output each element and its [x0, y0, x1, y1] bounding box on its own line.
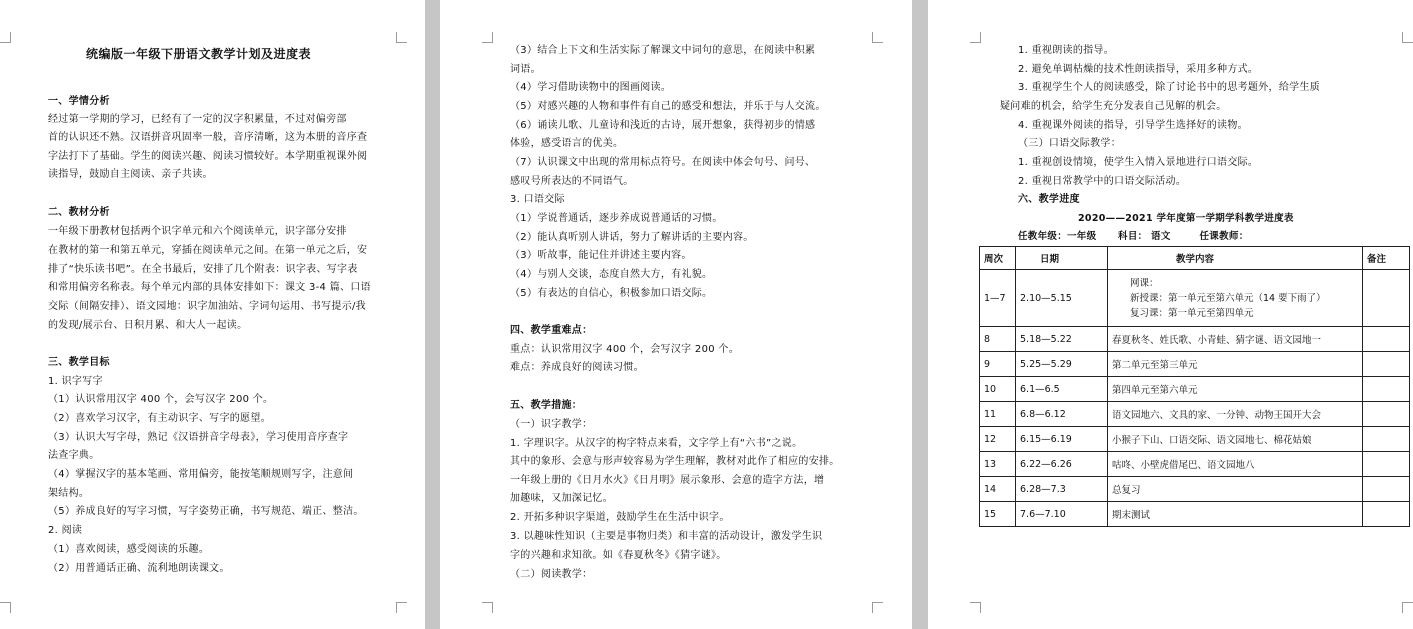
paragraph-line: （7）认识课文中出现的常用标点符号。在阅读中体会句号、问号、	[510, 157, 816, 168]
cell-content	[1108, 270, 1363, 327]
paragraph-line: 2. 阅读	[48, 525, 83, 536]
cell-week: 11	[980, 402, 1016, 427]
header-remarks: 备注	[1363, 247, 1410, 270]
cell-remarks	[1363, 327, 1410, 352]
cell-remarks	[1363, 377, 1410, 402]
cell-week: 15	[980, 502, 1016, 527]
paragraph-line: 3. 重视学生个人的阅读感受，除了讨论书中的思考题外，给学生质	[1018, 82, 1321, 93]
cell-content: 第四单元至第六单元	[1108, 377, 1363, 402]
cell-week: 8	[980, 327, 1016, 352]
cell-week: 13	[980, 452, 1016, 477]
paragraph-line: 法查字典。	[48, 450, 100, 461]
cell-remarks	[1363, 427, 1410, 452]
cell-content: 期末测试	[1108, 502, 1363, 527]
table-row	[980, 270, 1410, 327]
paragraph-line: 感叹号所表达的不同语气。	[510, 176, 634, 187]
cell-content: 语文园地六、文具的家、一分钟、动物王国开大会	[1108, 402, 1363, 427]
crop-mark	[396, 602, 407, 613]
document-page-2	[440, 0, 912, 629]
cell-date: 5.18—5.22	[1016, 327, 1108, 352]
paragraph-line: （6）诵读儿歌、儿童诗和浅近的古诗，展开想象，获得初步的情感	[510, 120, 816, 131]
cell-remarks	[1363, 502, 1410, 527]
section-heading: 四、教学重难点：	[510, 325, 593, 336]
table-row	[980, 502, 1410, 527]
paragraph-line: （3）结合上下文和生活实际了解课文中词句的意思，在阅读中积累	[510, 45, 816, 56]
cell-week: 1—7	[980, 270, 1016, 327]
paragraph-line: 3. 口语交际	[510, 194, 565, 205]
paragraph-line: 一年级下册教材包括两个识字单元和六个阅读单元，识字部分安排	[48, 226, 347, 237]
paragraph-line: 交际（间隔安排）、语文园地：识字加油站、字词句运用、书写提示/我	[48, 301, 366, 312]
section-heading: 六、教学进度	[1018, 194, 1080, 205]
cell-date: 5.25—5.29	[1016, 352, 1108, 377]
paragraph-line: （2）能认真听别人讲话，努力了解讲话的主要内容。	[510, 232, 754, 243]
crop-mark	[872, 602, 883, 613]
paragraph-line: 其中的象形、会意与形声较容易为学生理解，教材对此作了相应的安排。	[510, 456, 840, 467]
cell-date: 6.15—6.19	[1016, 427, 1108, 452]
paragraph-line: （5）对感兴趣的人物和事件有自己的感受和想法，并乐于与人交流。	[510, 101, 826, 112]
crop-mark	[1402, 602, 1413, 613]
header-date: 日期	[1016, 247, 1108, 270]
paragraph-line: 体验，感受语言的优美。	[510, 138, 624, 149]
cell-week: 12	[980, 427, 1016, 452]
paragraph-line: （3）认识大写字母，熟记《汉语拼音字母表》，学习使用音序查字	[48, 432, 349, 443]
table-row	[980, 402, 1410, 427]
section-heading: 三、教学目标	[48, 357, 110, 368]
cell-week: 10	[980, 377, 1016, 402]
crop-mark	[0, 602, 11, 613]
paragraph-line: 1. 识字写字	[48, 376, 103, 387]
paragraph-line: （4）与别人交谈，态度自然大方，有礼貌。	[510, 269, 713, 280]
paragraph-line: 一年级上册的《日月水火》《日月明》展示象形、会意的造字方法，增	[510, 475, 825, 486]
cell-date: 2.10—5.15	[1016, 270, 1108, 327]
paragraph-line: 3. 以趣味性知识（主要是事物归类）和丰富的活动设计，激发学生识	[510, 531, 823, 542]
section-heading: 二、教材分析	[48, 207, 110, 218]
document-title: 统编版一年级下册语文教学计划及进度表	[86, 47, 312, 61]
schedule-table	[979, 246, 1410, 527]
content-line: 网课：	[1130, 277, 1159, 289]
crop-mark	[0, 32, 11, 43]
cell-week: 14	[980, 477, 1016, 502]
paragraph-line: （5）养成良好的写字习惯，写字姿势正确，书写规范、端正、整洁。	[48, 506, 364, 517]
table-row	[980, 477, 1410, 502]
cell-content: 小猴子下山、口语交际、语文园地七、棉花姑娘	[1108, 427, 1363, 452]
paragraph-line: （4）掌握汉字的基本笔画、常用偏旁，能按笔顺规则写字，注意间	[48, 469, 354, 480]
document-page-3	[928, 0, 1413, 629]
paragraph-line: 1. 字理识字。从汉字的构字特点来看，文字学上有“六书”之说。	[510, 438, 803, 449]
crop-mark	[970, 602, 981, 613]
paragraph-line: 在教材的第一和第五单元，穿插在阅读单元之间。在第一单元之后，安	[48, 245, 368, 256]
cell-date: 6.28—7.3	[1016, 477, 1108, 502]
paragraph-line: （2）用普通话正确、流利地朗读课文。	[48, 563, 230, 574]
paragraph-line: （5）有表达的自信心，积极参加口语交际。	[510, 288, 713, 299]
paragraph-line: （1）学说普通话，逐步养成说普通话的习惯。	[510, 213, 723, 224]
paragraph-line: （一）识字教学：	[510, 419, 593, 430]
paragraph-line: 1. 重视朗读的指导。	[1018, 45, 1115, 56]
paragraph-line: （3）听故事，能记住并讲述主要内容。	[510, 250, 692, 261]
paragraph-line: （二）阅读教学：	[510, 569, 593, 580]
paragraph-line: （三）口语交际教学：	[1018, 138, 1121, 149]
document-page-1	[0, 0, 425, 629]
paragraph-line: （2）喜欢学习汉字，有主动识字、写字的愿望。	[48, 413, 271, 424]
cell-remarks	[1363, 402, 1410, 427]
paragraph-line: （1）喜欢阅读，感受阅读的乐趣。	[48, 544, 210, 555]
content-line: 新授课：第一单元至第六单元（14 要下雨了）	[1130, 292, 1326, 304]
table-row	[980, 427, 1410, 452]
cell-date: 6.1—6.5	[1016, 377, 1108, 402]
section-heading: 一、学情分析	[48, 96, 110, 107]
content-line: 复习课：第一单元至第四单元	[1130, 307, 1254, 319]
paragraph-line: 经过第一学期的学习，已经有了一定的汉字积累量，不过对偏旁部	[48, 114, 347, 125]
paragraph-line: 读指导，鼓励自主阅读、亲子共读。	[48, 169, 213, 180]
crop-mark	[482, 32, 493, 43]
paragraph-line: 难点：养成良好的阅读习惯。	[510, 362, 644, 373]
paragraph-line: 4. 重视课外阅读的指导，引导学生选择好的读物。	[1018, 120, 1248, 131]
table-row	[980, 377, 1410, 402]
paragraph-line: 2. 避免单调枯燥的技术性朗读指导，采用多种方式。	[1018, 64, 1259, 75]
paragraph-line: （4）学习借助读物中的图画阅读。	[510, 82, 672, 93]
header-week: 周次	[980, 247, 1016, 270]
crop-mark	[970, 32, 981, 43]
paragraph-line: 字的兴趣和求知欲。如《春夏秋冬》《猜字谜》。	[510, 550, 727, 561]
header-content: 教学内容	[1108, 247, 1363, 270]
crop-mark	[1402, 32, 1413, 43]
paragraph-line: 排了“快乐读书吧”。在全书最后，安排了几个附表：识字表、写字表	[48, 264, 358, 275]
table-row	[980, 452, 1410, 477]
paragraph-line: 架结构。	[48, 488, 90, 499]
crop-mark	[482, 602, 493, 613]
crop-mark	[396, 32, 407, 43]
cell-date: 6.8—6.12	[1016, 402, 1108, 427]
cell-content: 第二单元至第三单元	[1108, 352, 1363, 377]
paragraph-line: 1. 重视创设情境，使学生入情入景地进行口语交际。	[1018, 157, 1259, 168]
paragraph-line: 加趣味，又加深记忆。	[510, 493, 613, 504]
cell-week: 9	[980, 352, 1016, 377]
paragraph-line: 疑问难的机会，给学生充分发表自己见解的机会。	[1000, 101, 1227, 112]
table-row	[980, 352, 1410, 377]
cell-content: 春夏秋冬、姓氏歌、小青蛙、猜字谜、语文园地一	[1108, 327, 1363, 352]
cell-remarks	[1363, 452, 1410, 477]
paragraph-line: （1）认识常用汉字 400 个，会写汉字 200 个。	[48, 394, 274, 405]
paragraph-line: 首的认识还不熟。汉语拼音巩固率一般，音序清晰，这为本册的音序查	[48, 132, 368, 143]
cell-remarks	[1363, 352, 1410, 377]
paragraph-line: 重点：认识常用汉字 400 个，会写汉字 200 个。	[510, 344, 739, 355]
cell-date: 7.6—7.10	[1016, 502, 1108, 527]
paragraph-line: 2. 开拓多种识字渠道，鼓励学生在生活中识字。	[510, 512, 730, 523]
section-heading: 五、教学措施：	[510, 400, 583, 411]
cell-content: 咕咚、小壁虎借尾巴、语文园地八	[1108, 452, 1363, 477]
paragraph-line: 的发现/展示台、日积月累、和大人一起读。	[48, 320, 248, 331]
cell-remarks	[1363, 270, 1410, 327]
crop-mark	[872, 32, 883, 43]
table-row	[980, 327, 1410, 352]
cell-content: 总复习	[1108, 477, 1363, 502]
cell-date: 6.22—6.26	[1016, 452, 1108, 477]
paragraph-line: 词语。	[510, 64, 541, 75]
schedule-info-line: 任教年级：一年级 科目： 语文 任课教师：	[1018, 231, 1249, 242]
paragraph-line: 和常用偏旁名称表。每个单元内部的具体安排如下：课文 3-4 篇、口语	[48, 282, 371, 293]
table-header-row	[980, 247, 1410, 270]
cell-remarks	[1363, 477, 1410, 502]
paragraph-line: 字法打下了基础。学生的阅读兴趣、阅读习惯较好。本学期重视课外阅	[48, 151, 368, 162]
paragraph-line: 2. 重视日常教学中的口语交际活动。	[1018, 176, 1187, 187]
schedule-title: 2020——2021 学年度第一学期学科教学进度表	[1078, 213, 1294, 224]
